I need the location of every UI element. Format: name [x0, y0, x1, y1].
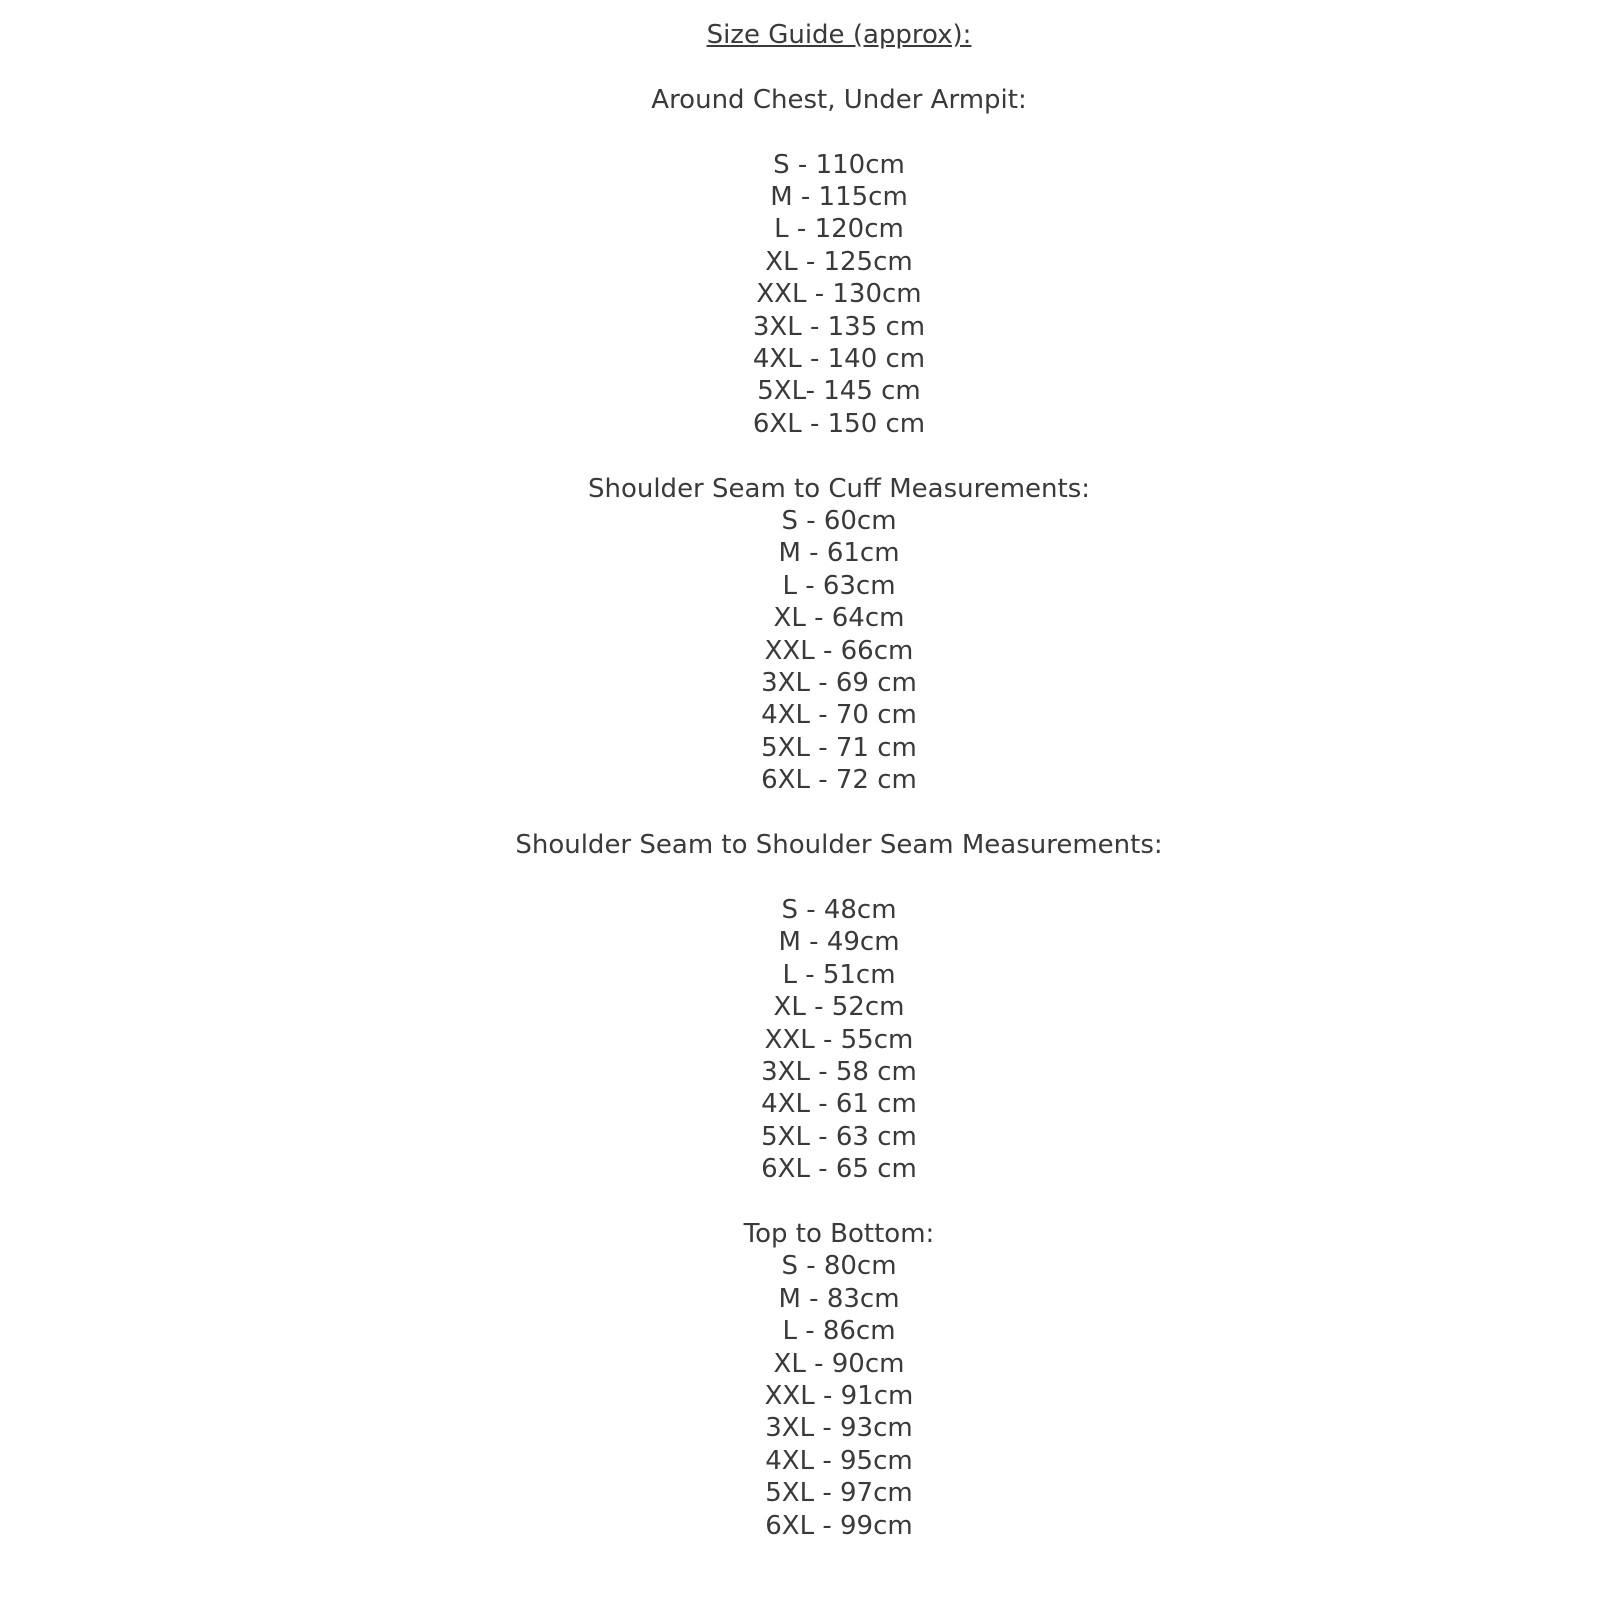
size-row: 3XL - 135 cm [752, 311, 926, 342]
size-row: L - 63cm [782, 570, 896, 601]
size-row: XXL - 130cm [756, 279, 922, 310]
size-row: XXL - 91cm [764, 1380, 914, 1411]
size-row: S - 60cm [781, 506, 897, 537]
size-row: 6XL - 65 cm [761, 1154, 917, 1185]
blank-line [78, 51, 1600, 83]
size-row: XL - 90cm [773, 1348, 905, 1379]
blank-line [78, 116, 1600, 148]
size-row: XL - 52cm [773, 992, 905, 1023]
size-row: XL - 64cm [773, 603, 905, 634]
size-row: 4XL - 70 cm [761, 700, 917, 731]
size-row: S - 48cm [781, 894, 897, 925]
size-row: 5XL - 71 cm [761, 732, 917, 763]
size-row: XL - 125cm [765, 246, 913, 277]
size-row: XXL - 66cm [764, 635, 914, 666]
size-row: 5XL- 145 cm [757, 376, 921, 407]
size-row: XXL - 55cm [764, 1024, 914, 1055]
size-row: M - 83cm [778, 1283, 900, 1314]
size-row: M - 115cm [770, 182, 908, 212]
size-row: 3XL - 93cm [765, 1413, 913, 1444]
size-row: L - 51cm [782, 959, 896, 990]
size-row: 6XL - 99cm [765, 1510, 913, 1541]
size-row: 3XL - 58 cm [761, 1056, 917, 1087]
size-row: 3XL - 69 cm [761, 668, 917, 699]
blank-line [78, 440, 1600, 472]
size-row: 5XL - 97cm [765, 1478, 913, 1509]
size-row: S - 80cm [781, 1251, 897, 1282]
section-heading-cuff: Shoulder Seam to Cuff Measurements: [587, 473, 1091, 504]
size-row: 5XL - 63 cm [761, 1121, 917, 1152]
blank-line [78, 1186, 1600, 1218]
blank-line [78, 862, 1600, 894]
section-heading-length: Top to Bottom: [743, 1218, 935, 1249]
page-title: Size Guide (approx): [706, 20, 972, 50]
blank-line [78, 797, 1600, 829]
size-row: 4XL - 95cm [765, 1445, 913, 1476]
size-row: S - 110cm [773, 149, 905, 180]
size-row: M - 61cm [778, 538, 900, 569]
size-row: 4XL - 140 cm [752, 344, 926, 375]
size-row: M - 49cm [778, 927, 900, 958]
section-heading-shoulder: Shoulder Seam to Shoulder Seam Measurements: [515, 830, 1163, 861]
size-row: 4XL - 61 cm [761, 1089, 917, 1120]
size-row: 6XL - 150 cm [752, 408, 926, 439]
size-row: L - 120cm [774, 214, 904, 245]
size-row: L - 86cm [782, 1316, 896, 1347]
section-heading-chest: Around Chest, Under Armpit: [651, 84, 1027, 115]
size-row: 6XL - 72 cm [761, 765, 917, 796]
